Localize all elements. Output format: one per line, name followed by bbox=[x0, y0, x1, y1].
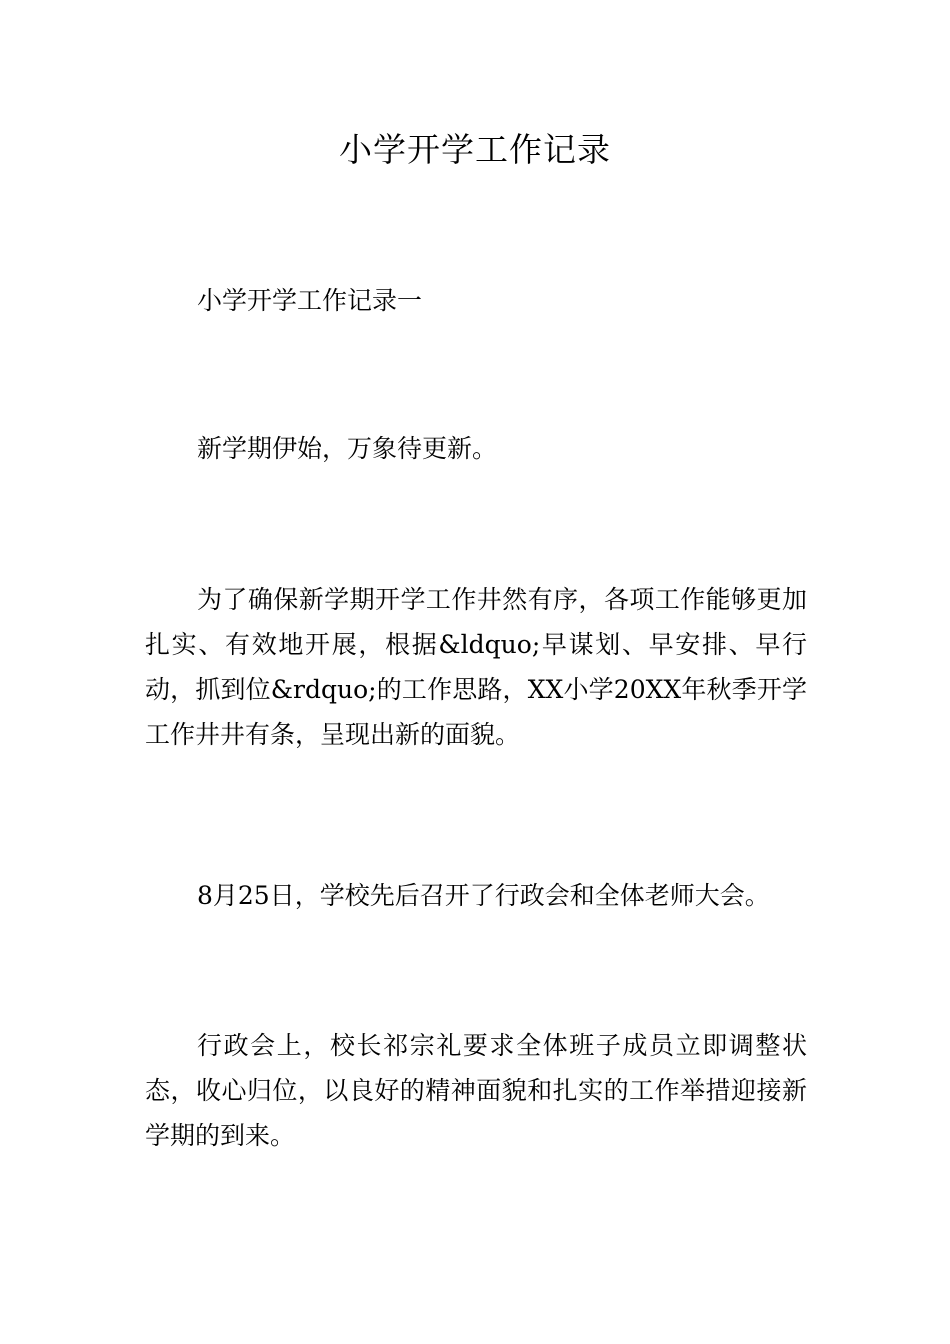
paragraph: 行政会上，校长祁宗礼要求全体班子成员立即调整状态，收心归位，以良好的精神面貌和扎实的工作举措迎接新学期的到来。 bbox=[145, 1031, 807, 1150]
paragraph: 8月25日，学校先后召开了行政会和全体老师大会。 bbox=[197, 881, 770, 910]
section-heading: 小学开学工作记录一 bbox=[197, 286, 423, 315]
paragraph: 为了确保新学期开学工作井然有序，各项工作能够更加扎实、有效地开展，根据&ldquo;早谋划、早安排、早行动，抓到位&rdquo;的工作思路，XX小学20XX年秋季开学工作井井有条，呈现出新的面貌。 bbox=[145, 585, 807, 749]
document-title: 小学开学工作记录 bbox=[339, 130, 611, 169]
paragraph: 新学期伊始，万象待更新。 bbox=[197, 434, 498, 463]
